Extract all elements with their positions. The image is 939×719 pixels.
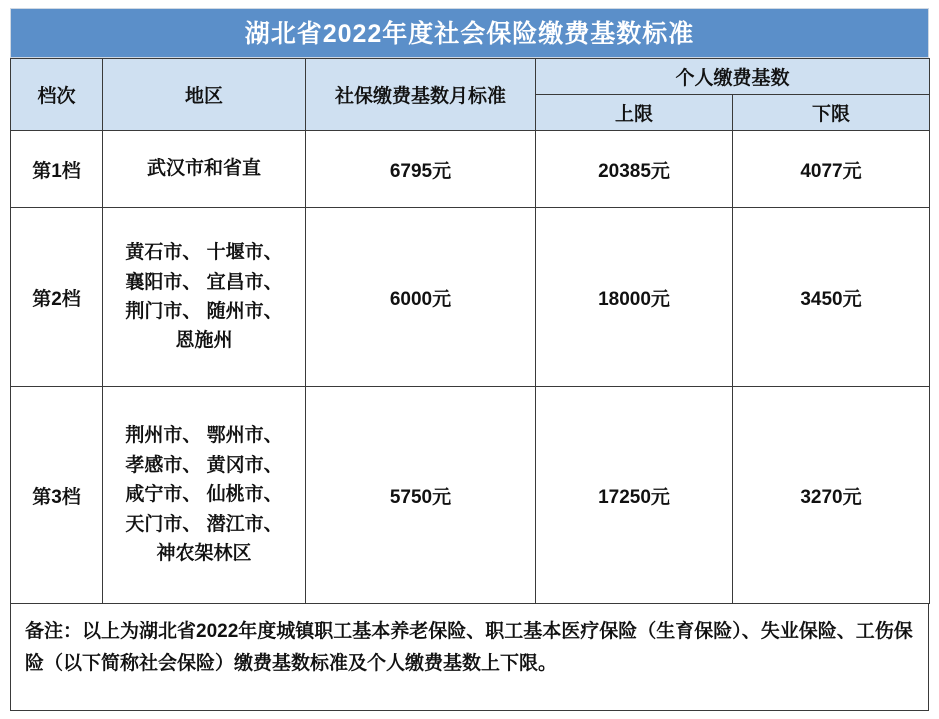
cell-tier: 第2档 — [11, 208, 103, 387]
header-region: 地区 — [103, 59, 306, 131]
cell-lower: 3450元 — [733, 208, 930, 387]
table-header — [11, 59, 930, 131]
header-lower: 下限 — [733, 95, 930, 131]
header-personal-group: 个人缴费基数 — [536, 59, 930, 95]
header-base: 社保缴费基数月标准 — [306, 59, 536, 131]
table-row — [11, 387, 930, 604]
cell-base: 5750元 — [306, 387, 536, 604]
cell-region: 黄石市、 十堰市、 襄阳市、 宜昌市、 荆门市、 随州市、 恩施州 — [103, 208, 306, 387]
header-tier: 档次 — [11, 59, 103, 131]
cell-region: 武汉市和省直 — [103, 131, 306, 208]
cell-region: 荆州市、 鄂州市、 孝感市、 黄冈市、 咸宁市、 仙桃市、 天门市、 潜江市、 神农架林区 — [103, 387, 306, 604]
table-body — [11, 131, 930, 604]
table-row — [11, 131, 930, 208]
cell-base: 6795元 — [306, 131, 536, 208]
cell-base: 6000元 — [306, 208, 536, 387]
page-title: 湖北省2022年度社会保险缴费基数标准 — [10, 8, 929, 58]
cell-upper: 20385元 — [536, 131, 733, 208]
cell-upper: 17250元 — [536, 387, 733, 604]
cell-tier: 第1档 — [11, 131, 103, 208]
table-footnote: 备注：以上为湖北省2022年度城镇职工基本养老保险、职工基本医疗保险（生育保险）、失业保险、工伤保险（以下简称社会保险）缴费基数标准及个人缴费基数上下限。 — [10, 604, 929, 711]
table-row — [11, 208, 930, 387]
cell-lower: 3270元 — [733, 387, 930, 604]
header-row-top — [11, 59, 930, 95]
cell-tier: 第3档 — [11, 387, 103, 604]
cell-upper: 18000元 — [536, 208, 733, 387]
header-upper: 上限 — [536, 95, 733, 131]
social-insurance-base-table — [10, 58, 930, 604]
cell-lower: 4077元 — [733, 131, 930, 208]
